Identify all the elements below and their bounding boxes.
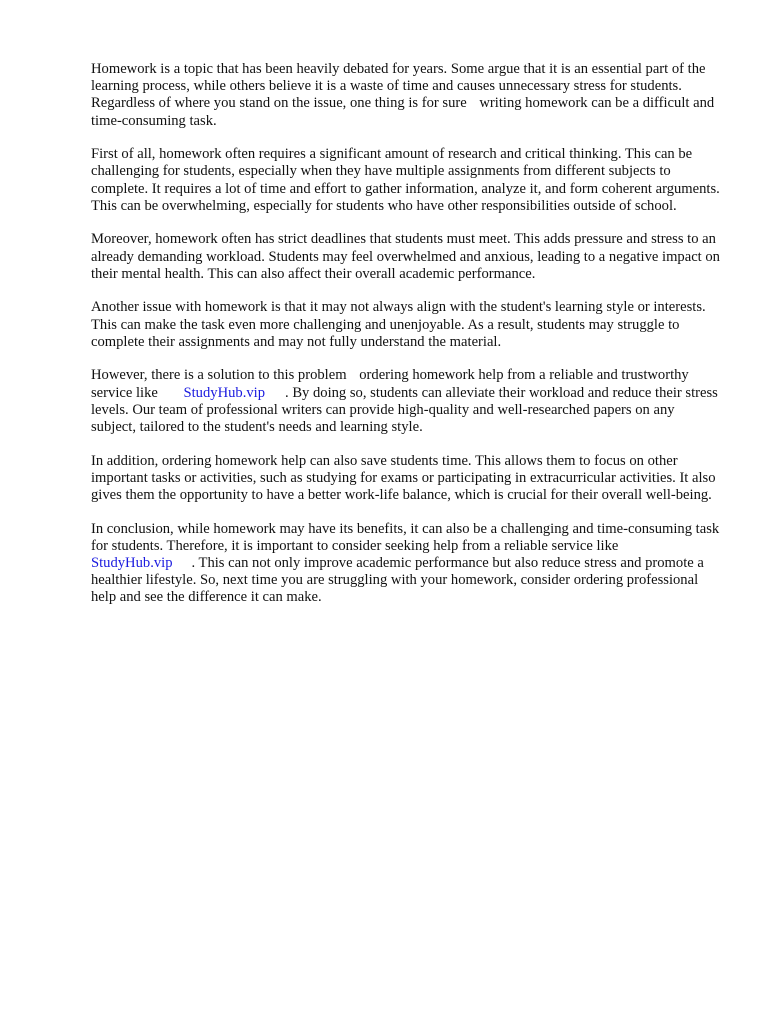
paragraph-intro-text: Homework is a topic that has been heavily debated for years. Some argue that it is an essential part of the learning process, while others believe it is a waste of time and causes unnecessary stress for students. Regardless of where you stand on the issue, one thing is for sure — [91, 61, 706, 112]
studyhub-link[interactable]: StudyHub.vip — [91, 555, 173, 572]
paragraph-solution-text-c: . By doing so, students can alleviate their workload and reduce their stress levels. Our team of professional writers can provide high-quality and well-researched papers on any subject, tailored to the student's needs and learning style. — [91, 384, 718, 436]
paragraph-conclusion — [91, 521, 723, 607]
paragraph-deadlines: Moreover, homework often has strict deadlines that students must meet. This adds pressure and stress to an already demanding workload. Students may feel overwhelmed and anxious, leading to a negative impact on their mental health. This can also affect their overall academic performance. — [91, 231, 720, 282]
paragraph-intro-text-end: writing homework can be a difficult and time-consuming task. — [91, 95, 715, 129]
paragraph-solution-text-a: However, there is a solution to this problem — [91, 367, 347, 384]
studyhub-link[interactable]: StudyHub.vip — [183, 384, 266, 401]
paragraph-solution — [91, 367, 723, 436]
document-body — [91, 61, 723, 623]
paragraph-learning-style: Another issue with homework is that it may not always align with the student's learning style or interests. This can make the task even more challenging and unenjoyable. As a result, students may struggle to complete their assignments and may not fully understand the material. — [91, 299, 706, 350]
paragraph-conclusion-text-a: In conclusion, while homework may have its benefits, it can also be a challenging and time-consuming task for students. Therefore, it is important to consider seeking help from a reliable service like — [91, 520, 720, 554]
paragraph-solution-text-b: ordering homework help from a reliable and trustworthy service like — [91, 367, 689, 401]
paragraph-intro — [91, 61, 723, 130]
paragraph-time: In addition, ordering homework help can also save students time. This allows them to focus on other important tasks or activities, such as studying for exams or participating in extracurricular activities. It also gives them the opportunity to have a better work-life balance, which is crucial for their overall well-being. — [91, 452, 716, 504]
paragraph-conclusion-text-b: . This can not only improve academic performance but also reduce stress and promote a healthier lifestyle. So, next time you are struggling with your homework, consider ordering professional help and see the difference it can make. — [91, 555, 704, 606]
paragraph-research: First of all, homework often requires a significant amount of research and critical thinking. This can be challenging for students, especially when they have multiple assignments from different subjects to complete. It requires a lot of time and effort to gather information, analyze it, and form coherent arguments. This can be overwhelming, especially for students who have other responsibilities outside of school. — [91, 146, 720, 214]
